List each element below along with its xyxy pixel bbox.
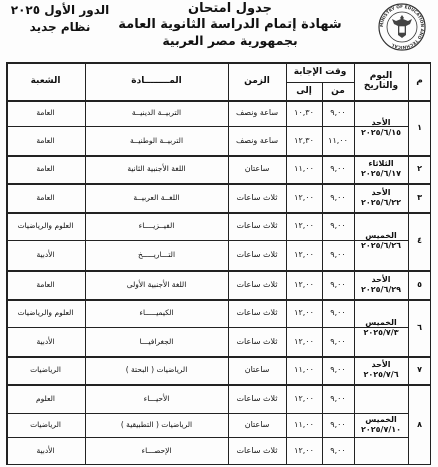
column-header-time: وقت الإجابة — [293, 67, 347, 77]
cell-branch: الرياضيات — [30, 420, 61, 429]
cell-day-date — [354, 270, 408, 299]
cell-duration: ثلاث ساعات — [236, 279, 278, 289]
column-header-duration: الزمن — [244, 76, 270, 86]
cell-day-date — [354, 356, 408, 384]
cell-to-time: ١٢,٠٠ — [294, 308, 314, 317]
page-title — [118, 1, 342, 49]
cell-branch: العامة — [36, 108, 55, 117]
session-line-2: نظام جديد — [29, 20, 91, 34]
cell-branch: العامة — [36, 279, 55, 289]
title-line-1: جدول امتحان — [188, 1, 272, 16]
cell-branch: العامة — [36, 192, 55, 202]
cell-duration: ثلاث ساعات — [236, 192, 278, 202]
cell-to-time: ١١,٠٠ — [294, 164, 314, 173]
ministry-logo — [372, 2, 432, 52]
cell-group-number: ٦ — [417, 322, 422, 332]
cell-duration: ساعتان — [244, 164, 270, 173]
day-name: الخميس — [365, 231, 397, 240]
cell-from-time: ٩,٠٠ — [330, 192, 346, 202]
header — [0, 0, 438, 56]
day-name: الأحد — [371, 187, 391, 197]
cell-from-time: ٩,٠٠ — [330, 250, 346, 259]
cell-day-date — [354, 100, 408, 155]
cell-from-time: ٩,٠٠ — [330, 420, 346, 429]
cell-subject: التـــاريـــــخ — [137, 250, 176, 259]
cell-to-time: ١٢,٠٠ — [294, 336, 314, 346]
cell-branch: العلوم والرياضيات — [17, 221, 74, 230]
cell-branch: الأدبية — [36, 446, 55, 455]
cell-duration: ساعة ونصف — [235, 135, 279, 145]
cell-subject: الرياضيات ( البحتة ) — [125, 365, 188, 374]
exam-date: ٢٠٢٥/٦/٢٢ — [360, 197, 402, 207]
cell-from-time: ١١,٠٠ — [328, 135, 348, 145]
column-header-to: إلى — [296, 86, 312, 96]
cell-duration: ساعة ونصف — [235, 108, 279, 117]
cell-duration: ثلاث ساعات — [236, 250, 278, 259]
cell-group-number: ٢ — [417, 164, 422, 173]
cell-subject: التربيــة الدينيــة — [131, 108, 182, 117]
title-line-3: بجمهورية مصر العربية — [162, 33, 298, 48]
cell-to-time: ١٢,٠٠ — [294, 393, 314, 403]
header-sub-rule — [286, 82, 354, 83]
cell-from-time: ٩,٠٠ — [330, 393, 346, 403]
exam-date: ٢٠٢٥/٧/٣ — [363, 327, 399, 337]
cell-from-time: ٩,٠٠ — [330, 108, 346, 117]
cell-subject: الأحيـــاء — [143, 393, 170, 403]
cell-duration: ساعتان — [244, 365, 270, 374]
cell-duration: ثلاث ساعات — [236, 336, 278, 346]
session-line-1: الدور الأول ٢٠٢٥ — [10, 3, 110, 17]
cell-subject: اللغة الأجنبية الثانية — [127, 164, 186, 173]
cell-branch: الرياضيات — [30, 365, 61, 374]
day-name: الأحد — [371, 360, 391, 369]
cell-branch: الأدبية — [36, 336, 55, 346]
cell-subject: الجغرافيـــا — [139, 336, 174, 346]
cell-branch: العامة — [36, 135, 55, 145]
cell-group-number: ٧ — [417, 365, 422, 374]
cell-group-number: ٥ — [417, 279, 422, 289]
day-name: الخميس — [365, 414, 397, 424]
cell-group-number: ٣ — [417, 192, 422, 202]
session-label — [6, 2, 114, 36]
exam-date: ٢٠٢٥/٦/٢٦ — [360, 241, 402, 250]
cell-to-time: ١١,٠٠ — [294, 420, 314, 429]
cell-from-time: ٩,٠٠ — [330, 279, 346, 289]
day-name: الأحد — [371, 274, 391, 284]
day-name: الأحد — [371, 117, 391, 127]
column-header-from: من — [331, 86, 345, 96]
cell-branch: العامة — [36, 164, 55, 173]
column-header-subject: المــــــــادة — [131, 76, 182, 86]
cell-to-time: ١٢,٠٠ — [294, 221, 314, 230]
cell-from-time: ٩,٠٠ — [330, 336, 346, 346]
column-header-num: م — [416, 76, 423, 86]
cell-subject: الفيــزيــــاء — [138, 221, 175, 230]
cell-group-number: ٤ — [417, 236, 422, 245]
exam-date: ٢٠٢٥/٦/٢٩ — [360, 284, 402, 294]
cell-group-number: ١ — [417, 122, 422, 132]
cell-subject: التربيــة الوطنيــة — [129, 135, 184, 145]
day-name: الثلاثاء — [368, 159, 394, 168]
exam-date: ٢٠٢٥/٦/١٥ — [360, 127, 402, 137]
cell-duration: ساعتان — [244, 420, 270, 429]
cell-day-date — [354, 155, 408, 183]
cell-from-time: ٩,٠٠ — [330, 164, 346, 173]
header-sub-divider — [322, 82, 323, 100]
exam-date: ٢٠٢٥/٧/٦ — [363, 370, 399, 379]
cell-to-time: ١٢,٠٠ — [294, 192, 314, 202]
title-line-2: شهادة إتمام الدراسة الثانوية العامة — [118, 17, 342, 32]
cell-to-time: ١٢,٠٠ — [294, 446, 314, 455]
cell-duration: ثلاث ساعات — [236, 308, 278, 317]
cell-day-date — [354, 384, 408, 465]
cell-branch: العلوم والرياضيات — [17, 308, 74, 317]
emblem-ring-text: MINISTRY OF EDUCATION AND TECHNICAL — [378, 3, 426, 51]
cell-to-time: ١١,٠٠ — [294, 365, 314, 374]
cell-subject: الكيميـــــاء — [139, 308, 174, 317]
cell-to-time: ١٢,٠٠ — [294, 250, 314, 259]
ministry-emblem-icon — [372, 2, 432, 52]
cell-branch: الأدبية — [36, 250, 55, 259]
cell-to-time: ١٠,٣٠ — [294, 108, 314, 117]
cell-to-time: ١٢,٠٠ — [294, 279, 314, 289]
cell-subject: اللغــة العربيــة — [133, 192, 180, 202]
cell-duration: ثلاث ساعات — [236, 393, 278, 403]
cell-from-time: ٩,٠٠ — [330, 365, 346, 374]
cell-from-time: ٩,٠٠ — [330, 446, 346, 455]
cell-duration: ثلاث ساعات — [236, 221, 278, 230]
exam-date: ٢٠٢٥/٦/١٧ — [360, 169, 402, 178]
cell-branch: العلوم — [36, 393, 55, 403]
cell-subject: الرياضيات ( التطبيقية ) — [120, 420, 193, 429]
column-header-day: اليوم والتاريخ — [363, 71, 399, 91]
day-name: الخميس — [365, 317, 397, 327]
cell-duration: ثلاث ساعات — [236, 446, 278, 455]
cell-day-date — [354, 183, 408, 212]
cell-subject: الإحصـــاء — [141, 446, 172, 455]
cell-group-number: ٨ — [417, 419, 422, 429]
cell-to-time: ١٢,٣٠ — [294, 135, 314, 145]
cell-from-time: ٩,٠٠ — [330, 308, 346, 317]
cell-day-date — [354, 299, 408, 356]
cell-subject: اللغة الأجنبية الأولى — [126, 279, 187, 289]
column-header-branch: الشعبة — [30, 76, 61, 86]
exam-date: ٢٠٢٥/٧/١٠ — [360, 424, 402, 434]
cell-from-time: ٩,٠٠ — [330, 221, 346, 230]
cell-day-date — [354, 212, 408, 270]
